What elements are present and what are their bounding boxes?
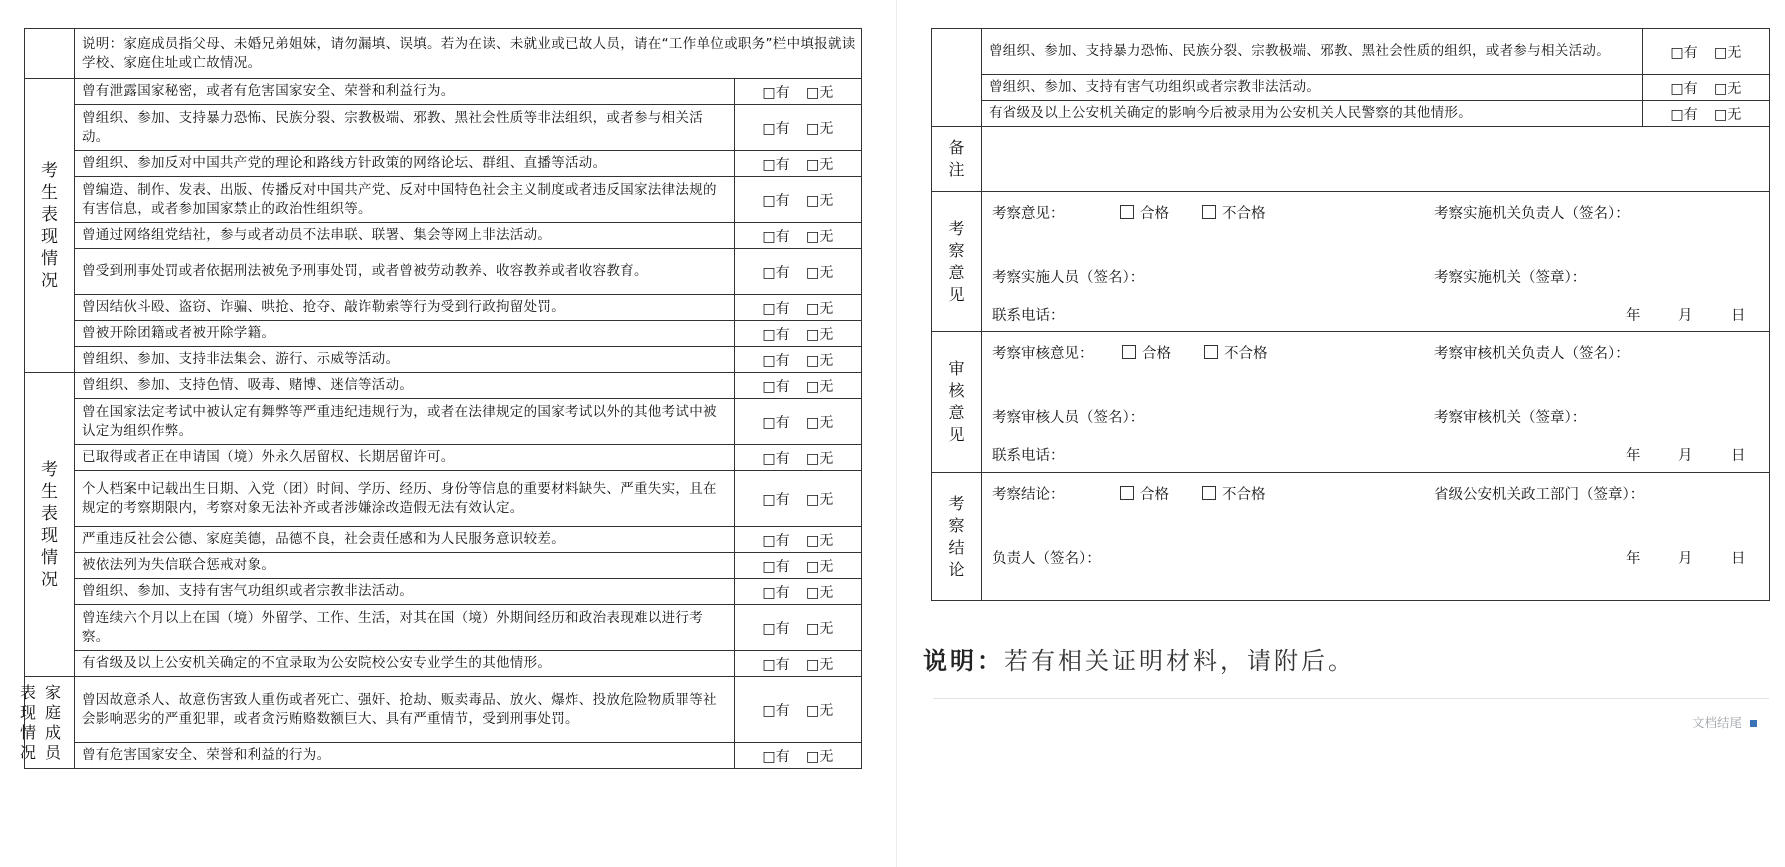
review-pass-option[interactable]: 合格 bbox=[1122, 342, 1171, 363]
opinion-month: 月 bbox=[1678, 308, 1693, 324]
question-item: 曾受到刑事处罚或者依据刑法被免予刑事处罚，或者曾被劳动教养、收容教养或者收容教育。 bbox=[75, 249, 735, 295]
question-item: 个人档案中记载出生日期、入党（团）时间、学历、经历、身份等信息的重要材料缺失、严重失实，且在规定的考察期限内，考察对象无法补齐或者涉嫌涂改造假无法有效认定。 bbox=[75, 471, 735, 527]
yes-option[interactable]: □有 bbox=[1670, 80, 1698, 97]
no-option[interactable]: □无 bbox=[806, 192, 834, 209]
table-row bbox=[25, 347, 862, 373]
conclusion-title: 考察结论： bbox=[992, 487, 1065, 503]
yes-no-cell bbox=[735, 743, 862, 769]
yes-option[interactable]: □有 bbox=[762, 326, 790, 343]
question-item: 曾在国家法定考试中被认定有舞弊等严重违纪违规行为，或者在法律规定的国家考试以外的其他考试中被认定为组织作弊。 bbox=[75, 399, 735, 445]
no-option[interactable]: □无 bbox=[806, 156, 834, 173]
note-label-cell bbox=[25, 29, 75, 79]
footnote-label: 说明： bbox=[923, 647, 1004, 675]
yes-no-cell bbox=[735, 249, 862, 295]
no-option[interactable]: □无 bbox=[806, 584, 834, 601]
no-option[interactable]: □无 bbox=[806, 228, 834, 245]
yes-no-cell bbox=[735, 605, 862, 651]
question-item: 曾因结伙斗殴、盗窃、诈骗、哄抢、抢夺、敲诈勒索等行为受到行政拘留处罚。 bbox=[75, 295, 735, 321]
review-label: 审核意见 bbox=[932, 332, 982, 473]
no-option[interactable]: □无 bbox=[806, 450, 834, 467]
yes-no-cell bbox=[735, 651, 862, 677]
question-item: 曾组织、参加、支持非法集会、游行、示威等活动。 bbox=[75, 347, 735, 373]
page-divider bbox=[896, 0, 897, 867]
no-option[interactable]: □无 bbox=[806, 414, 834, 431]
doc-end-text: 文档结尾 bbox=[1692, 715, 1743, 730]
no-option[interactable]: □无 bbox=[806, 620, 834, 637]
yes-no-cell bbox=[735, 151, 862, 177]
table-row bbox=[25, 527, 862, 553]
review-phone: 联系电话： bbox=[992, 448, 1065, 464]
opinion-label: 考察意见 bbox=[932, 192, 982, 332]
table-row bbox=[25, 105, 862, 151]
yes-option[interactable]: □有 bbox=[1670, 44, 1698, 61]
question-item: 曾有危害国家安全、荣誉和利益的行为。 bbox=[75, 743, 735, 769]
table-row bbox=[25, 223, 862, 249]
no-option[interactable]: □无 bbox=[806, 491, 834, 508]
yes-no-cell bbox=[735, 321, 862, 347]
yes-no-cell bbox=[735, 579, 862, 605]
no-option[interactable]: □无 bbox=[1714, 106, 1742, 123]
table-row bbox=[932, 29, 1770, 75]
right-form-table bbox=[931, 28, 1770, 601]
no-option[interactable]: □无 bbox=[806, 558, 834, 575]
yes-option[interactable]: □有 bbox=[762, 532, 790, 549]
yes-option[interactable]: □有 bbox=[762, 264, 790, 281]
table-row bbox=[25, 471, 862, 527]
checkbox[interactable] bbox=[1120, 205, 1134, 219]
yes-no-cell bbox=[735, 105, 862, 151]
conclusion-month: 月 bbox=[1678, 551, 1693, 567]
conclusion-year: 年 bbox=[1626, 551, 1641, 567]
opinion-day: 日 bbox=[1731, 308, 1746, 324]
footnote bbox=[923, 641, 1355, 676]
no-option[interactable]: □无 bbox=[806, 702, 834, 719]
review-title: 考察审核意见： bbox=[992, 346, 1094, 362]
yes-no-cell bbox=[735, 223, 862, 249]
table-row bbox=[25, 373, 862, 399]
checkbox[interactable] bbox=[1122, 345, 1136, 359]
section-3 bbox=[19, 677, 862, 769]
checkbox[interactable] bbox=[1202, 205, 1216, 219]
table-row bbox=[25, 249, 862, 295]
doc-end-square-icon bbox=[1750, 720, 1757, 727]
review-month: 月 bbox=[1678, 448, 1693, 464]
question-item: 曾组织、参加、支持暴力恐怖、民族分裂、宗教极端、邪教、黑社会性质等非法组织，或者参与相关活动。 bbox=[75, 105, 735, 151]
yes-option[interactable]: □有 bbox=[762, 120, 790, 137]
opinion-cell bbox=[982, 192, 1770, 332]
opinion-staff-sign: 考察实施人员（签名）： bbox=[992, 270, 1145, 286]
conclusion-fail-option[interactable]: 不合格 bbox=[1202, 483, 1266, 504]
question-item: 曾组织、参加、支持有害气功组织或者宗教非法活动。 bbox=[982, 75, 1643, 101]
section-3-label: 表现情况 家庭成员 bbox=[25, 677, 75, 769]
yes-option[interactable]: □有 bbox=[762, 620, 790, 637]
table-row bbox=[25, 445, 862, 471]
no-option[interactable]: □无 bbox=[806, 656, 834, 673]
question-item: 曾有泄露国家秘密，或者有危害国家安全、荣誉和利益行为。 bbox=[75, 79, 735, 105]
table-row bbox=[25, 605, 862, 651]
yes-option[interactable]: □有 bbox=[762, 156, 790, 173]
opinion-title: 考察意见： bbox=[992, 206, 1065, 222]
remarks-field[interactable] bbox=[982, 127, 1770, 192]
family-note: 说明：家庭成员指父母、未婚兄弟姐妹，请勿漏填、误填。若为在读、未就业或已故人员，请在“工作单位或职务”栏中填报就读学校、家庭住址或亡故情况。 bbox=[75, 29, 862, 79]
yes-option[interactable]: □有 bbox=[762, 584, 790, 601]
question-item: 有省级及以上公安机关确定的不宜录取为公安院校公安专业学生的其他情形。 bbox=[75, 651, 735, 677]
no-option[interactable]: □无 bbox=[806, 352, 834, 369]
question-item: 曾通过网络组党结社，参与或者动员不法串联、联署、集会等网上非法活动。 bbox=[75, 223, 735, 249]
conclusion-person-sign: 负责人（签名）： bbox=[992, 551, 1101, 567]
review-day: 日 bbox=[1731, 448, 1746, 464]
checkbox[interactable] bbox=[1120, 486, 1134, 500]
left-form-table bbox=[19, 28, 862, 769]
no-option[interactable]: □无 bbox=[806, 264, 834, 281]
yes-option[interactable]: □有 bbox=[1670, 106, 1698, 123]
yes-no-cell bbox=[735, 177, 862, 223]
yes-no-cell bbox=[1643, 29, 1770, 75]
review-staff-sign: 考察审核人员（签名）： bbox=[992, 410, 1145, 426]
conclusion-label: 考察结论 bbox=[932, 473, 982, 601]
table-row bbox=[25, 79, 862, 105]
no-option[interactable]: □无 bbox=[806, 84, 834, 101]
yes-option[interactable]: □有 bbox=[762, 748, 790, 765]
question-item: 曾编造、制作、发表、出版、传播反对中国共产党、反对中国特色社会主义制度或者违反国家法律法规的有害信息，或者参加国家禁止的政治性组织等。 bbox=[75, 177, 735, 223]
opinion-fail-option[interactable]: 不合格 bbox=[1202, 202, 1266, 223]
no-option[interactable]: □无 bbox=[806, 120, 834, 137]
table-row bbox=[25, 151, 862, 177]
opinion-leader-sign: 考察实施机关负责人（签名）： bbox=[1434, 206, 1630, 222]
yes-option[interactable]: □有 bbox=[762, 192, 790, 209]
section-1-label: 考生表现情况 bbox=[25, 79, 75, 373]
no-option[interactable]: □无 bbox=[806, 326, 834, 343]
yes-no-cell bbox=[1643, 101, 1770, 127]
yes-no-cell bbox=[735, 399, 862, 445]
checkbox[interactable] bbox=[1204, 345, 1218, 359]
yes-option[interactable]: □有 bbox=[762, 300, 790, 317]
yes-no-cell bbox=[735, 295, 862, 321]
yes-no-cell bbox=[735, 677, 862, 743]
table-row bbox=[25, 321, 862, 347]
review-leader-sign: 考察审核机关负责人（签名）： bbox=[1434, 346, 1630, 362]
no-option[interactable]: □无 bbox=[1714, 80, 1742, 97]
question-item: 曾因故意杀人、故意伤害致人重伤或者死亡、强奸、抢劫、贩卖毒品、放火、爆炸、投放危险物质罪等社会影响恶劣的严重犯罪，或者贪污贿赂数额巨大、具有严重情节，受到刑事处罚。 bbox=[75, 677, 735, 743]
yes-option[interactable]: □有 bbox=[762, 352, 790, 369]
review-fail-option[interactable]: 不合格 bbox=[1204, 342, 1268, 363]
question-item: 曾组织、参加、支持有害气功组织或者宗教非法活动。 bbox=[75, 579, 735, 605]
no-option[interactable]: □无 bbox=[1714, 44, 1742, 61]
no-option[interactable]: □无 bbox=[806, 378, 834, 395]
table-row bbox=[25, 579, 862, 605]
yes-option[interactable]: □有 bbox=[762, 450, 790, 467]
question-item: 曾组织、参加反对中国共产党的理论和路线方针政策的网络论坛、群组、直播等活动。 bbox=[75, 151, 735, 177]
yes-no-cell bbox=[735, 553, 862, 579]
conclusion-cell bbox=[982, 473, 1770, 601]
table-row bbox=[932, 101, 1770, 127]
table-row bbox=[25, 399, 862, 445]
review-org-seal: 考察审核机关（签章）： bbox=[1434, 410, 1587, 426]
yes-no-cell bbox=[735, 79, 862, 105]
table-row bbox=[25, 651, 862, 677]
question-item: 已取得或者正在申请国（境）外永久居留权、长期居留许可。 bbox=[75, 445, 735, 471]
review-year: 年 bbox=[1626, 448, 1641, 464]
yes-option[interactable]: □有 bbox=[762, 228, 790, 245]
question-item: 曾组织、参加、支持暴力恐怖、民族分裂、宗教极端、邪教、黑社会性质的组织，或者参与相关活动。 bbox=[982, 29, 1643, 75]
yes-option[interactable]: □有 bbox=[762, 414, 790, 431]
question-item: 被依法列为失信联合惩戒对象。 bbox=[75, 553, 735, 579]
question-item: 曾被开除团籍或者被开除学籍。 bbox=[75, 321, 735, 347]
yes-no-cell bbox=[735, 527, 862, 553]
no-option[interactable]: □无 bbox=[806, 532, 834, 549]
yes-option[interactable]: □有 bbox=[762, 491, 790, 508]
opinion-year: 年 bbox=[1626, 308, 1641, 324]
table-row bbox=[25, 295, 862, 321]
opinion-org-seal: 考察实施机关（签章）： bbox=[1434, 270, 1587, 286]
section-2-label: 考生表现情况 bbox=[25, 373, 75, 677]
conclusion-day: 日 bbox=[1731, 551, 1746, 567]
yes-option[interactable]: □有 bbox=[762, 702, 790, 719]
question-item: 严重违反社会公德、家庭美德，品德不良，社会责任感和为人民服务意识较差。 bbox=[75, 527, 735, 553]
yes-option[interactable]: □有 bbox=[762, 378, 790, 395]
yes-option[interactable]: □有 bbox=[762, 558, 790, 575]
conclusion-pass-option[interactable]: 合格 bbox=[1120, 483, 1169, 504]
question-item: 有省级及以上公安机关确定的影响今后被录用为公安机关人民警察的其他情形。 bbox=[982, 101, 1643, 127]
doc-end-marker bbox=[1692, 713, 1757, 731]
right-top-items bbox=[932, 29, 1770, 127]
no-option[interactable]: □无 bbox=[806, 748, 834, 765]
yes-no-cell bbox=[735, 471, 862, 527]
opinion-phone: 联系电话： bbox=[992, 308, 1065, 324]
yes-no-cell bbox=[735, 347, 862, 373]
checkbox[interactable] bbox=[1202, 486, 1216, 500]
remarks-label: 备注 bbox=[932, 127, 982, 192]
opinion-pass-option[interactable]: 合格 bbox=[1120, 202, 1169, 223]
question-item: 曾组织、参加、支持色情、吸毒、赌博、迷信等活动。 bbox=[75, 373, 735, 399]
table-row bbox=[25, 743, 862, 769]
section-1 bbox=[25, 79, 862, 373]
section-2 bbox=[25, 373, 862, 677]
table-row bbox=[25, 177, 862, 223]
review-cell bbox=[982, 332, 1770, 473]
yes-option[interactable]: □有 bbox=[762, 84, 790, 101]
yes-option[interactable]: □有 bbox=[762, 656, 790, 673]
separator-line bbox=[933, 698, 1769, 699]
table-row bbox=[932, 75, 1770, 101]
table-row bbox=[25, 553, 862, 579]
blank-label-cell bbox=[932, 29, 982, 127]
table-row bbox=[25, 677, 862, 743]
question-item: 曾连续六个月以上在国（境）外留学、工作、生活，对其在国（境）外期间经历和政治表现难以进行考察。 bbox=[75, 605, 735, 651]
footnote-text: 若有相关证明材料，请附后。 bbox=[1004, 647, 1355, 675]
yes-no-cell bbox=[735, 373, 862, 399]
no-option[interactable]: □无 bbox=[806, 300, 834, 317]
conclusion-dept-seal: 省级公安机关政工部门（签章）： bbox=[1434, 487, 1645, 503]
yes-no-cell bbox=[1643, 75, 1770, 101]
yes-no-cell bbox=[735, 445, 862, 471]
